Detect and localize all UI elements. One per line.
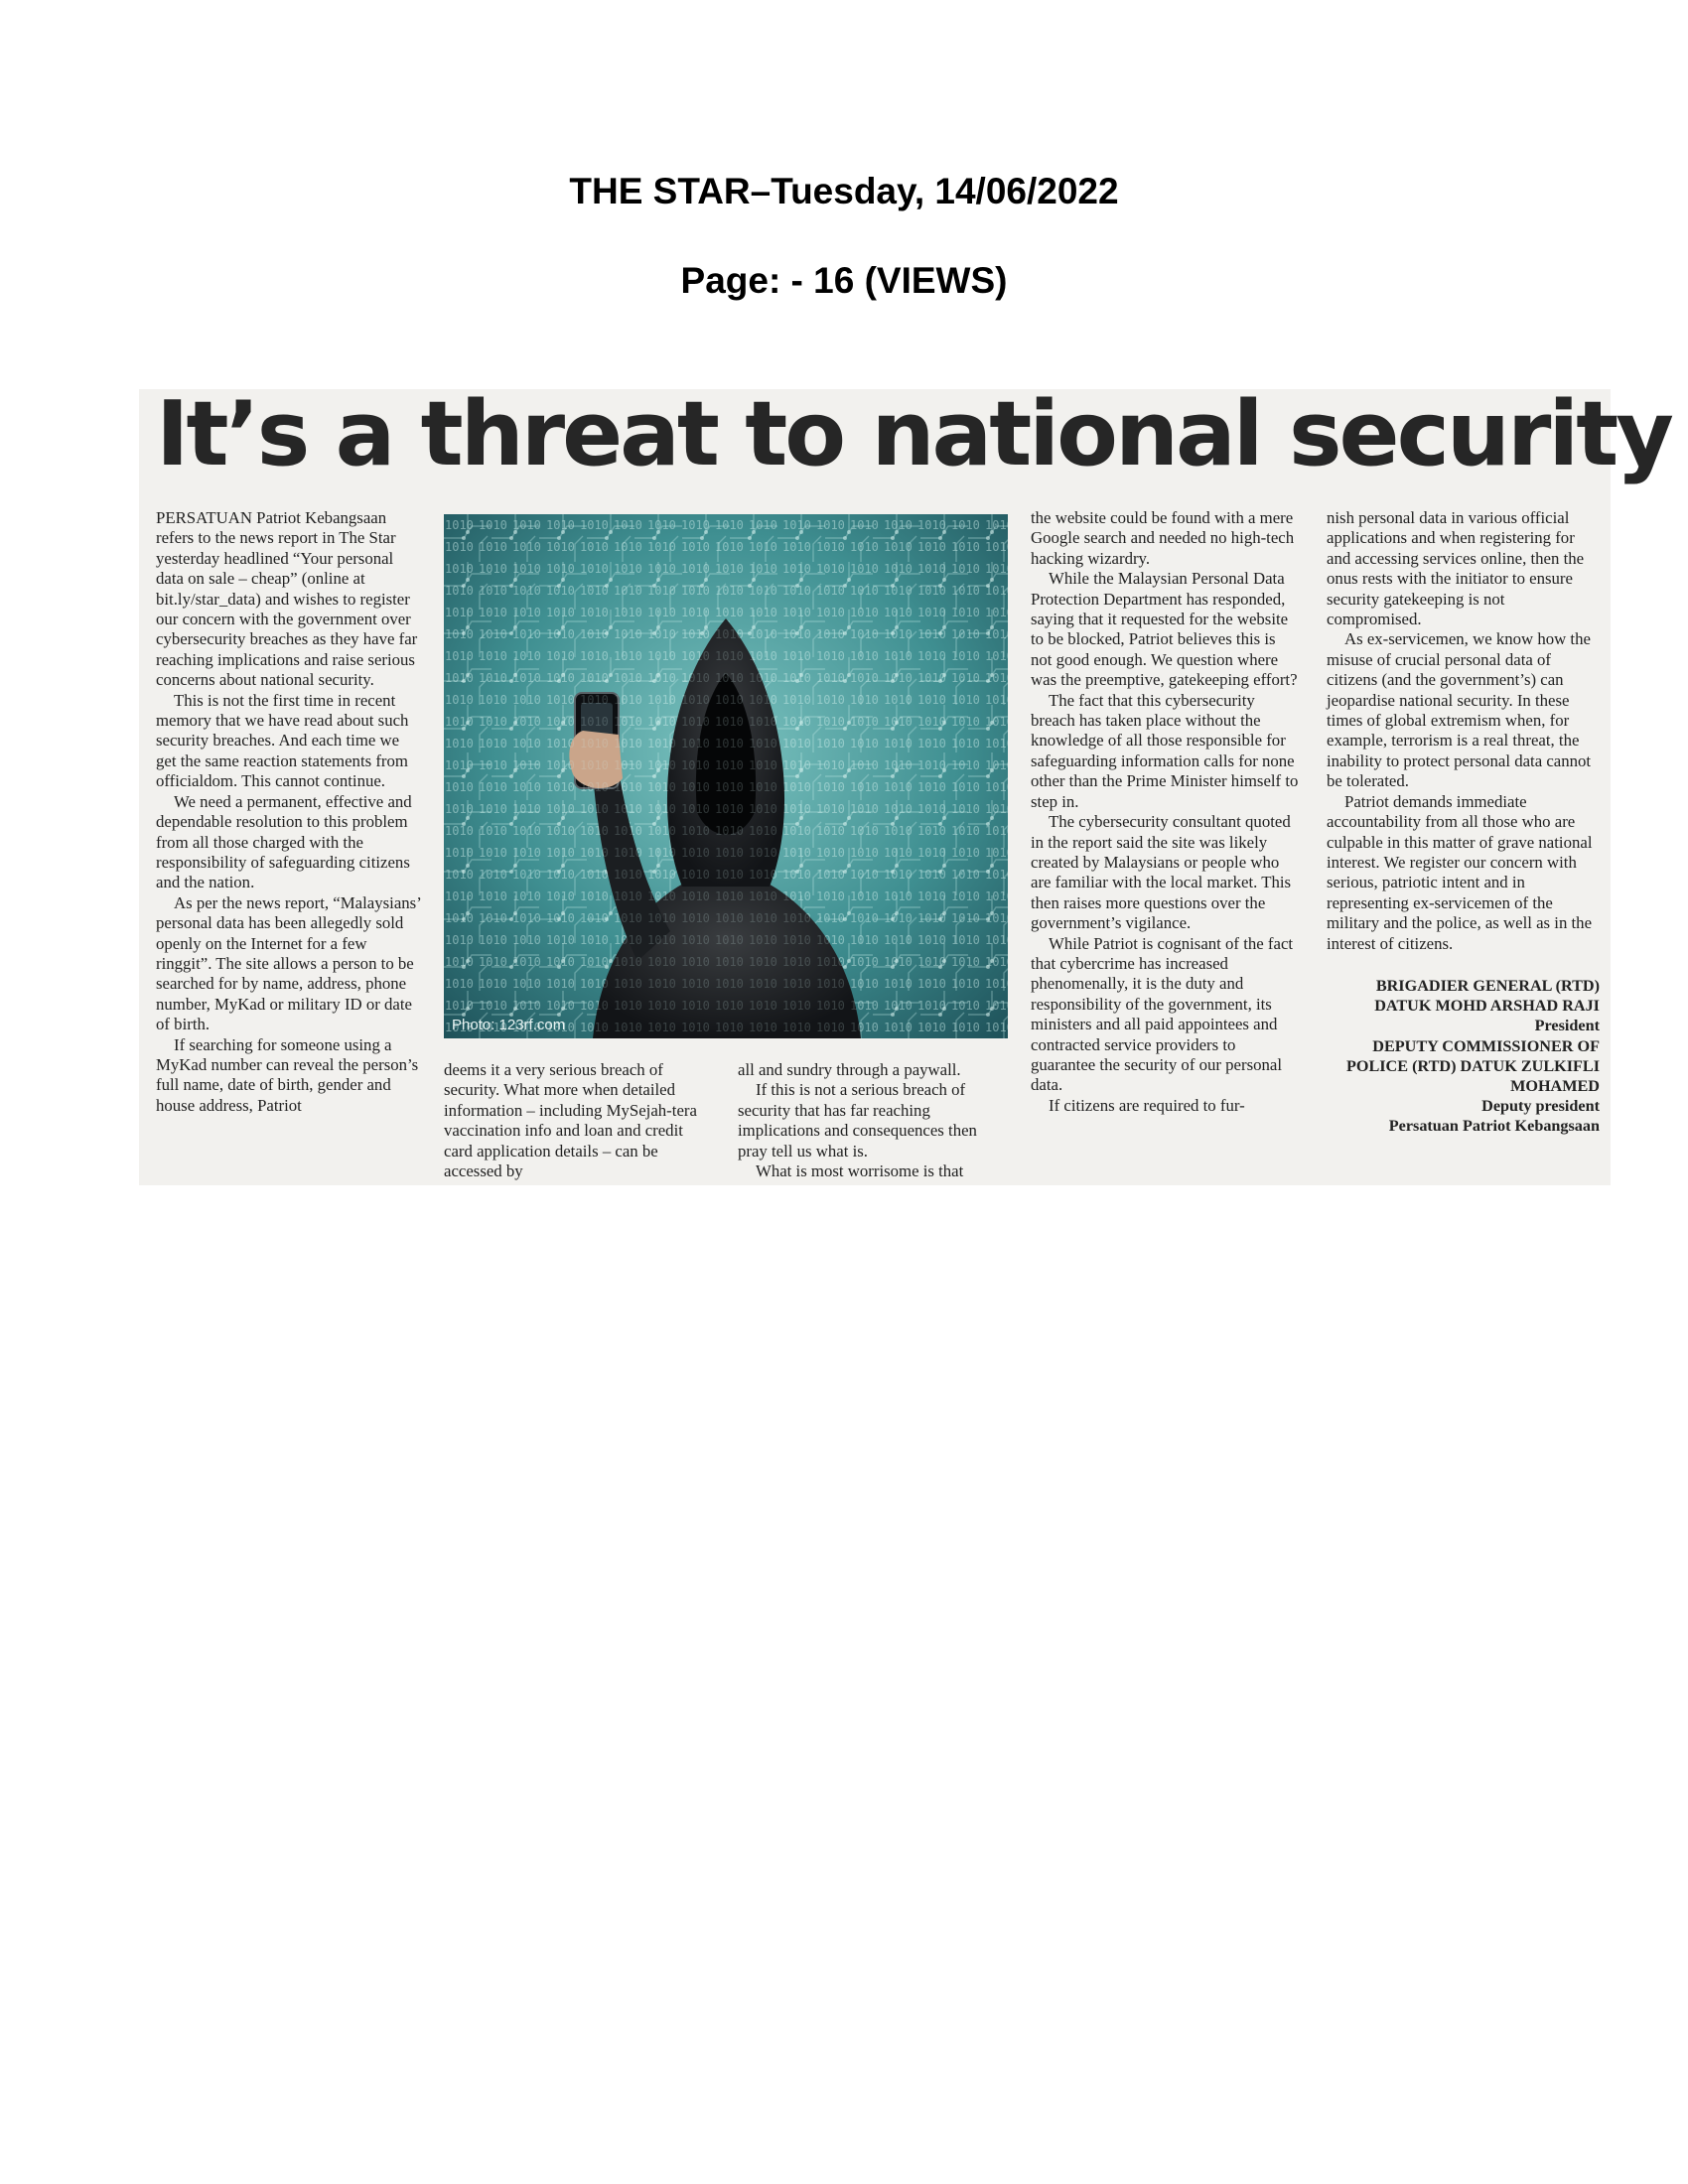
signatory-line: MOHAMED [1510, 1076, 1600, 1095]
paragraph: If citizens are required to fur- [1049, 1095, 1245, 1115]
paragraph: The cybersecurity consultant quoted in the report said the site was likely created by Malaysians or people who are familiar with the local market. This then raises more questions over the government’s vigilance. [1031, 812, 1292, 933]
paragraph: the website could be found with a mere Google search and needed no high-tech hacking wizardry. [1031, 508, 1295, 568]
signatory-line: BRIGADIER GENERAL (RTD) [1375, 976, 1600, 995]
paragraph: This is not the first time in recent memory that we have read about such security breaches. And each time we get the same reaction statements from officialdom. This cannot continue. [156, 690, 409, 791]
hacker-photo [444, 514, 1008, 1038]
paragraph: deems it a very serious breach of security. What more when detailed information – including MySejah-tera vaccination info and loan and credit card application details – can be accessed by [444, 1060, 697, 1181]
photo-credit: Photo: 123rf.com [452, 1017, 566, 1033]
paragraph: As per the news report, “Malaysians’ personal data has been allegedly sold openly on the Internet for a few ringgit”. The site allows a person to be searched for by name, address, phone number, MyKad or military ID or date of birth. [156, 892, 421, 1034]
signatory-line: DEPUTY COMMISSIONER OF [1372, 1036, 1600, 1055]
signatory-line: POLICE (RTD) DATUK ZULKIFLI [1345, 1056, 1600, 1075]
signatory-line: Deputy president [1481, 1097, 1600, 1116]
hooded-hacker-illustration [444, 514, 1008, 1038]
paragraph: If this is not a serious breach of security that has far reaching implications and consequences then pray tell us what is. [738, 1080, 977, 1160]
publication-date: THE STAR–Tuesday, 14/06/2022 [569, 171, 1119, 211]
article-column-1 [156, 508, 422, 1116]
article-column-5 [1327, 508, 1600, 1137]
paragraph: While Patriot is cognisant of the fact that cybercrime has increased phenomenally, it is the duty and responsibility of the government, its ministers and all paid appointees and contracted service providers to guarantee the security of our personal data. [1031, 933, 1294, 1095]
newspaper-clipping [139, 382, 1671, 1185]
article-column-4 [1031, 508, 1301, 1116]
article-column-2 [444, 1060, 714, 1181]
paragraph: We need a permanent, effective and dependable resolution to this problem from all those charged with the responsibility of safeguarding citizens and the nation. [156, 791, 412, 892]
article-headline: It’s a threat to national security [156, 382, 1671, 486]
article-column-3 [738, 1060, 1008, 1181]
paragraph: nish personal data in various official applications and when registering for and accessing services online, then the onus rests with the initiator to ensure security gatekeeping is not compromised. [1327, 508, 1585, 629]
paragraph: all and sundry through a paywall. [738, 1060, 961, 1079]
paragraph: PERSATUAN Patriot Kebangsaan refers to the news report in The Star yesterday headlined “Your personal data on sale – cheap” (online at bit.ly/star_data) and wishes to register our concern with the government over cybersecurity breaches as they have far reaching implications and raise serious concerns about national security. [156, 508, 418, 690]
signatory-line: President [1534, 1017, 1600, 1035]
paragraph: As ex-servicemen, we know how the misuse of crucial personal data of citizens (and the government’s) can jeopardise national security. In these times of global extremism when, for example, terrorism is a real threat, the inability to protect personal data cannot be tolerated. [1327, 629, 1592, 791]
paragraph: The fact that this cybersecurity breach has taken place without the knowledge of all those responsible for safeguarding information calls for none other than the Prime Minister himself to step in. [1031, 690, 1299, 811]
signatory-line: DATUK MOHD ARSHAD RAJI [1374, 997, 1600, 1016]
signature-block [1327, 976, 1600, 1137]
paragraph: What is most worrisome is that [756, 1161, 964, 1181]
paragraph: While the Malaysian Personal Data Protection Department has responded, saying that it requested for the website to be blocked, Patriot believes this is not good enough. We question where was the preemptive, gatekeeping effort? [1031, 569, 1298, 690]
signatory-line: Persatuan Patriot Kebangsaan [1388, 1117, 1600, 1136]
paragraph: Patriot demands immediate accountability from all those who are culpable in this matter of grave national interest. We register our concern with serious, patriotic intent and in representing ex-servicemen of the military and the police, as well as in the interest of citizens. [1327, 791, 1593, 953]
paragraph: If searching for someone using a MyKad number can reveal the person’s full name, date of birth, gender and house address, Patriot [156, 1034, 419, 1115]
page-reference: Page: - 16 (VIEWS) [680, 260, 1008, 301]
